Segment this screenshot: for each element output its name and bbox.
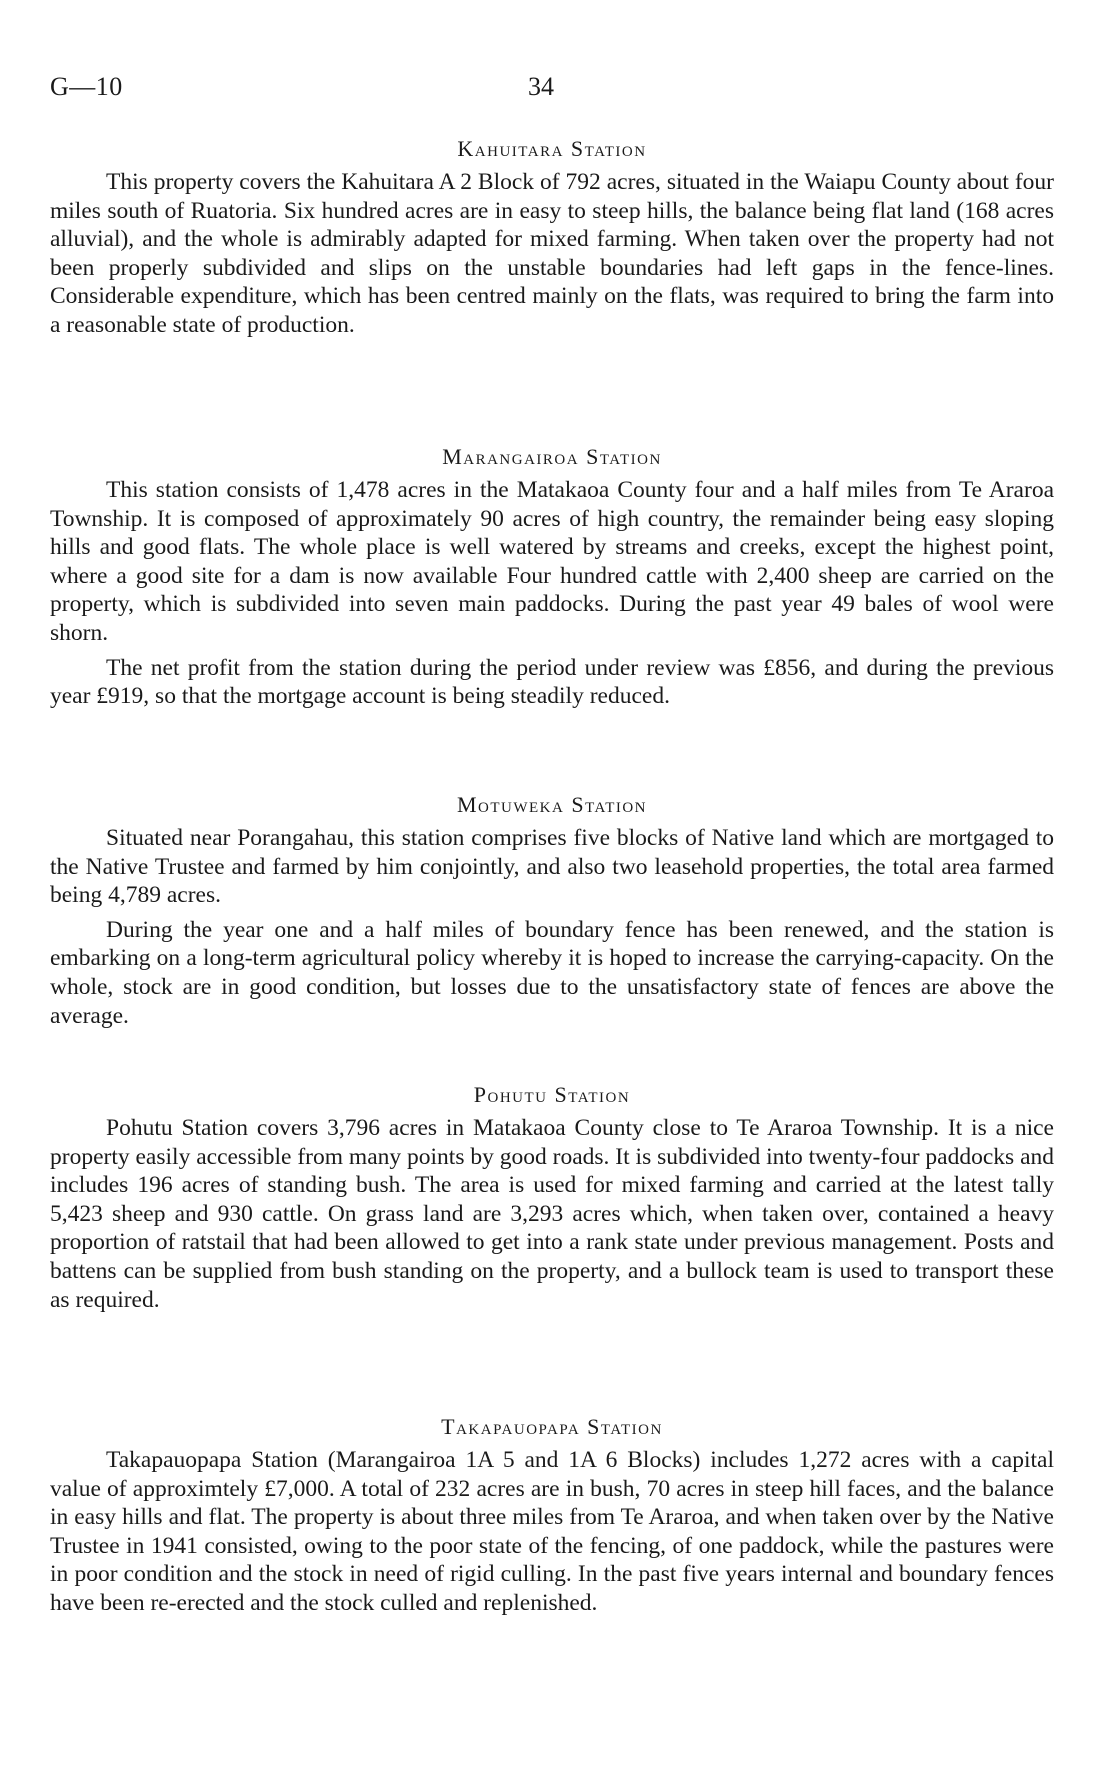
section-heading: Kahuitara Station <box>457 136 647 161</box>
paragraph: This property covers the Kahuitara A 2 Block of 792 acres, situated in the Waiapu County about four miles south of Ruatoria. Six hundred acres are in easy to steep hills, the balance being flat land (168 acres alluvial), and the whole is admirably adapted for mixed farming. When taken over the property had not been properly subdivided and slips on the unstable boundaries had left gaps in the fence-lines. Considerable expenditure, which has been centred mainly on the flats, was required to bring the farm into a reasonable state of production. <box>50 169 1054 338</box>
section-kahuitara <box>50 134 1054 346</box>
paragraph: During the year one and a half miles of boundary fence has been renewed, and the station is embarking on a long-term agricultural policy whereby it is hoped to increase the carrying-capacity. On the whole, stock are in good condition, but losses due to the unsatisfactory state of fences are above the average. <box>50 916 1054 1029</box>
section-heading: Marangairoa Station <box>442 444 662 469</box>
section-motuweka <box>50 790 1054 1036</box>
paragraph: The net profit from the station during the period under review was £856, and during the previous year £919, so that the mortgage account is being steadily reduced. <box>50 654 1054 710</box>
section-heading: Motuweka Station <box>456 792 648 817</box>
paragraph: Pohutu Station covers 3,796 acres in Matakaoa County close to Te Araroa Township. It is a nice property easily accessible from many points by good roads. It is subdivided into twenty-four paddocks and includes 196 acres of standing bush. The area is used for mixed farming and carried at the latest tally 5,423 sheep and 930 cattle. On grass land are 3,293 acres which, when taken over, contained a heavy proportion of ratstail that had been allowed to get into a rank state under previous management. Posts and battens can be supplied from bush standing on the property, and a bullock team is used to transport these as required. <box>50 1115 1054 1313</box>
paragraph: Takapauopapa Station (Marangairoa 1A 5 and 1A 6 Blocks) includes 1,272 acres with a capital value of approximtely £7,000. A total of 232 acres are in bush, 70 acres in steep hill faces, and the balance in easy hills and flat. The property is about three miles from Te Araroa, and when taken over by the Native Trustee in 1941 consisted, owing to the poor state of the fencing, of one paddock, while the pastures were in poor condition and the stock in need of rigid culling. In the past five years internal and boundary fences have been re-erected and the stock culled and replenished. <box>50 1447 1054 1616</box>
section-marangairoa <box>50 442 1054 717</box>
document-reference: G—10 <box>50 72 123 101</box>
section-heading: Takapauopapa Station <box>441 1414 663 1439</box>
section-heading: Pohutu Station <box>473 1082 631 1107</box>
paragraph: This station consists of 1,478 acres in the Matakaoa County four and a half miles from Te Araroa Township. It is composed of approximately 90 acres of high country, the remainder being easy sloping hills and good flats. The whole place is well watered by streams and creeks, except the highest point, where a good site for a dam is now available Four hundred cattle with 2,400 sheep are carried on the property, which is subdivided into seven main paddocks. During the past year 49 bales of wool were shorn. <box>50 477 1054 646</box>
section-takapauopapa <box>50 1412 1054 1624</box>
page-number: 34 <box>528 72 554 101</box>
section-pohutu <box>50 1080 1054 1320</box>
paragraph: Situated near Porangahau, this station comprises five blocks of Native land which are mortgaged to the Native Trustee and farmed by him conjointly, and also two leasehold properties, the total area farmed being 4,789 acres. <box>50 825 1054 909</box>
